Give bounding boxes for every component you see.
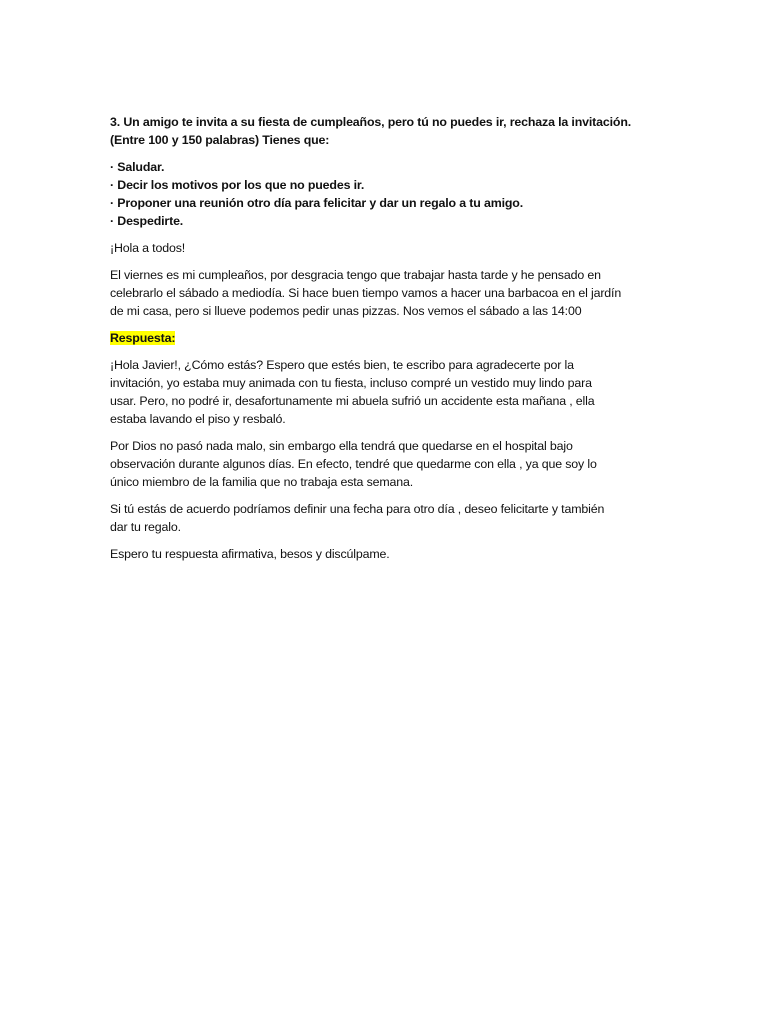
requirements-list [110,158,655,230]
invitation-line: de mi casa, pero si llueve podemos pedir unas pizzas. Nos vemos el sábado a las 14:00 [110,304,582,318]
task-heading-line: (Entre 100 y 150 palabras) Tienes que: [110,133,330,147]
requirement-item: · Decir los motivos por los que no puedes ir. [110,178,365,192]
answer-line: observación durante algunos días. En efecto, tendré que quedarme con ella , ya que soy lo [110,457,597,471]
answer-paragraph [110,437,655,491]
answer-paragraph [110,356,655,428]
task-heading-line: 3. Un amigo te invita a su fiesta de cumpleaños, pero tú no puedes ir, rechaza la invitación. [110,115,632,129]
answer-line: Si tú estás de acuerdo podríamos definir una fecha para otro día , deseo felicitarte y también [110,502,605,516]
answer-line: invitación, yo estaba muy animada con tu fiesta, incluso compré un vestido muy lindo para [110,376,592,390]
answer-line: Por Dios no pasó nada malo, sin embargo ella tendrá que quedarse en el hospital bajo [110,439,573,453]
answer-label: Respuesta: [110,331,176,345]
answer-line: usar. Pero, no podré ir, desafortunamente mi abuela sufrió un accidente esta mañana , ella [110,394,595,408]
answer-line: estaba lavando el piso y resbaló. [110,412,286,426]
document-content [110,113,655,572]
answer-line: Espero tu respuesta afirmativa, besos y discúlpame. [110,547,390,561]
requirement-item: · Proponer una reunión otro día para felicitar y dar un regalo a tu amigo. [110,196,524,210]
answer-paragraph [110,500,655,536]
invitation-greeting: ¡Hola a todos! [110,241,186,255]
answer-line: dar tu regalo. [110,520,181,534]
invitation-line: El viernes es mi cumpleaños, por desgracia tengo que trabajar hasta tarde y he pensado en [110,268,601,282]
answer-line: ¡Hola Javier!, ¿Cómo estás? Espero que estés bien, te escribo para agradecerte por la [110,358,574,372]
invitation-line: celebrarlo el sábado a mediodía. Si hace buen tiempo vamos a hacer una barbacoa en el jardín [110,286,622,300]
requirement-item: · Saludar. [110,160,165,174]
task-heading [110,113,655,149]
answer-paragraph [110,545,655,563]
answer-line: único miembro de la familia que no trabaja esta semana. [110,475,414,489]
invitation-body [110,266,655,320]
answer-label-row [110,329,655,347]
requirement-item: · Despedirte. [110,214,184,228]
